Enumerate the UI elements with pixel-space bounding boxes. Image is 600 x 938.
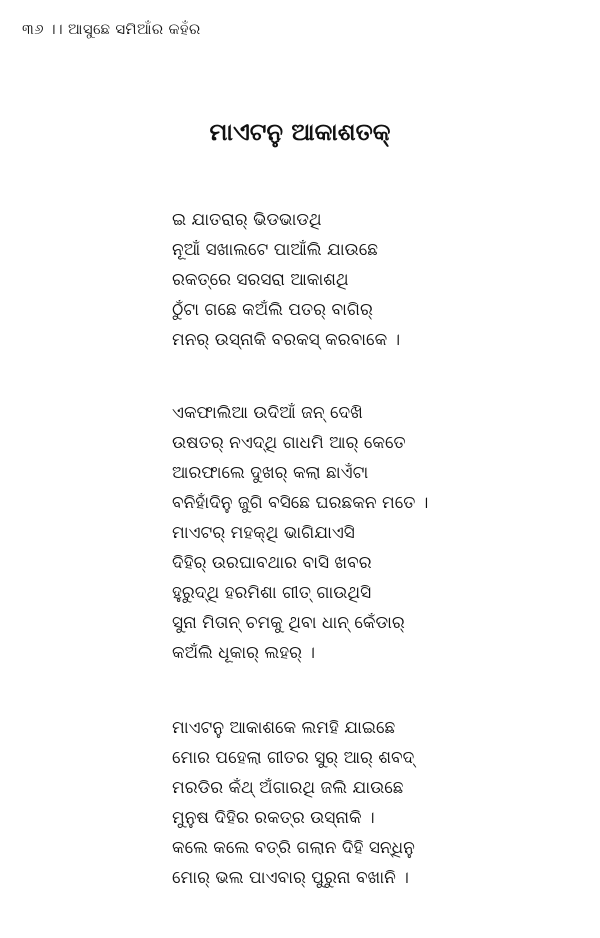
poem-line: ନୂଆଁ ସଖାଲଟେ ପାଆଁଲି ଯାଉଛେ bbox=[172, 240, 379, 260]
poem-line: ଉଷତର୍ ନଏଦ୍‌ଥି ଗାଧମି ଆର୍ କେତେ bbox=[172, 433, 406, 453]
poem-line: ହୁରୁଦ୍‌ଥି ହରମିଶା ଗୀତ୍ ଗାଉଥିସି bbox=[172, 583, 372, 603]
poem-line: ମାଏଟନୁ ଆକାଶକେ ଲମହି ଯାଇଛେ bbox=[172, 718, 396, 738]
poem-line: ଇ ଯାତରାର୍ ଭିଡଭାଡଥି bbox=[172, 210, 322, 230]
poem-line: ମାଏଟର୍ ମହକ୍‌ଥି ଭାଗିଯାଏସି bbox=[172, 523, 355, 543]
poem-line: ମରଡିର କଁଥ୍ ଅଁଗାରଥି ଜଲି ଯାଉଛେ bbox=[172, 778, 404, 798]
poem-line: ଆରଫାଲେ ଦୁଖର୍ କଲା ଛାଏଁଟା bbox=[172, 463, 369, 483]
poem-line: ସୁନା ମିତାନ୍ ଚମକୁ ଥିବା ଧାନ୍ କେଁଡାର୍ bbox=[172, 613, 405, 633]
poem-line: ଠୁଁଟା ଗଛେ କଅଁଲି ପତର୍ ବାଗିର୍ bbox=[172, 300, 373, 320]
stanza-3 bbox=[172, 713, 415, 893]
poem-line: କଲେ କଲେ ବତ୍ରି ଗଲାନ ଦିହି ସନ୍ଧିନୁ bbox=[172, 838, 415, 858]
poem-line: କଅଁଲି ଧୂକାର୍ ଲହର୍ । bbox=[172, 643, 316, 663]
stanza-2 bbox=[172, 398, 428, 668]
poem-line: ମନର୍ ଉସ୍‌ନାକି ବରକସ୍ କରବାକେ । bbox=[172, 330, 401, 350]
poem-line: ମୁନୁଷ ଦିହିର ରକତ୍‌ର ଉସ୍‌ନାକି । bbox=[172, 808, 375, 828]
poem-title: ମାଏଟନୁ ଆକାଶତକ୍ bbox=[209, 118, 391, 146]
poem-line: ଦିହିର୍ ଉରଘାବଥାର ବାସି ଖବର bbox=[172, 553, 372, 573]
poem-line: ମୋର୍ ଭଲ ପାଏବାର୍ ପୁରୁନା ବଖାନି । bbox=[172, 868, 409, 888]
poem-line: ବନିହାଁଦିନୁ ଜୁଗି ବସିଛେ ଘରଛକନ ମତେ । bbox=[172, 493, 429, 513]
poem-line: ରକତ୍‌ରେ ସରସରା ଆକାଶଥି bbox=[172, 270, 349, 290]
poem-line: ଏକଫାଲିଆ ଉଦିଆଁ ଜନ୍ ଦେଖି bbox=[172, 403, 363, 423]
poem-line: ମୋର ପହେଲା ଗୀତର ସୁର୍ ଆର୍ ଶବଦ୍ bbox=[172, 748, 415, 768]
running-header: ୩୬ ।। ଆସୁଛେ ସମିଆଁର କହଁର bbox=[22, 20, 201, 38]
stanza-1 bbox=[172, 205, 400, 355]
